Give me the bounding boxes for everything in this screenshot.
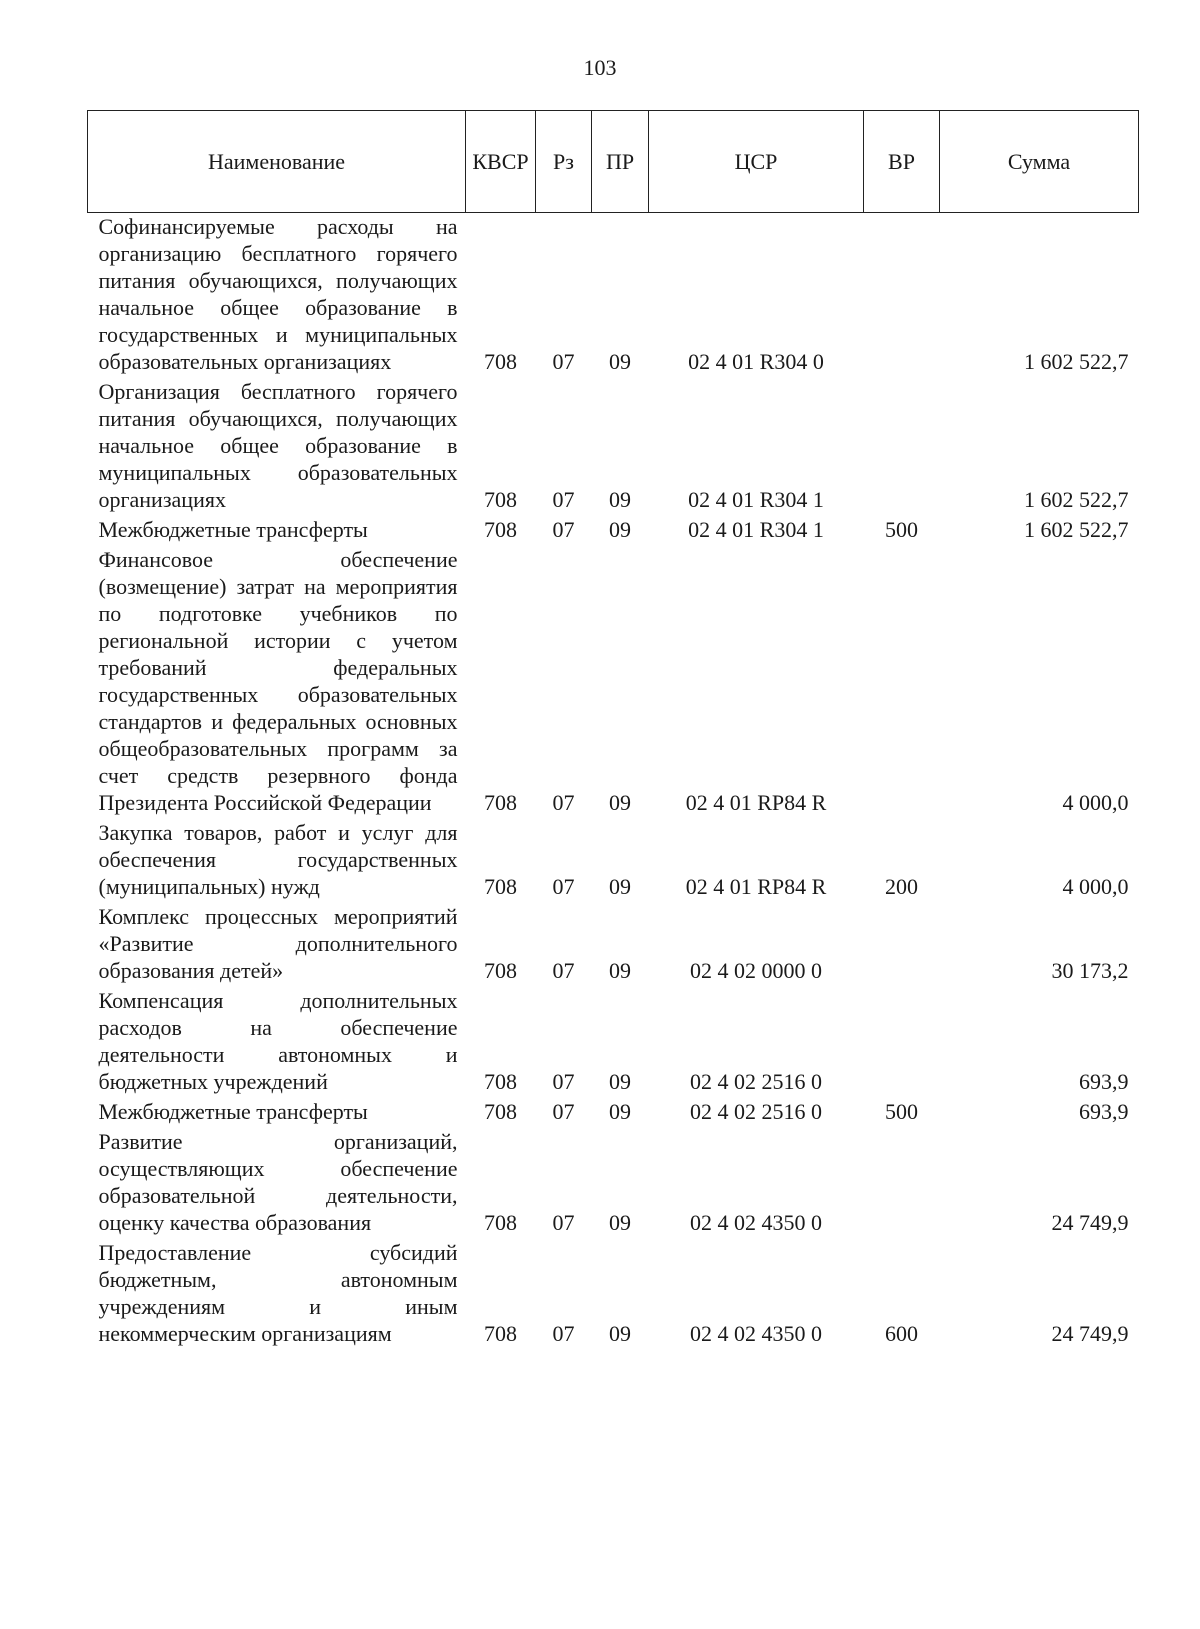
table-row [88,378,1139,516]
row-vr [864,213,940,379]
row-pr: 09 [609,349,631,374]
row-name: Организация бесплатного горячего питания обучающихся, получающих начальное общее образование в муниципальных образовательных организациях [98,379,458,512]
row-vr [864,546,940,819]
row-sum: 1 602 522,7 [1024,487,1129,512]
table-row [88,987,1139,1098]
row-kvsr: 708 [484,517,517,542]
row-pr: 09 [609,874,631,899]
row-pr: 09 [609,1099,631,1124]
row-vr: 200 [885,874,918,899]
row-sum: 693,9 [1079,1069,1129,1094]
row-sum: 4 000,0 [1062,874,1129,899]
row-name: Софинансируемые расходы на организацию бесплатного горячего питания обучающихся, получающих начальное общее образование в государственных и муниципальных образовательных организациях [98,214,458,374]
table-row [88,903,1139,987]
header-sum: Сумма [940,111,1139,213]
row-sum: 24 749,9 [1051,1210,1129,1235]
header-name: Наименование [88,111,466,213]
row-rz: 07 [552,1069,575,1094]
row-csr: 02 4 01 R304 1 [688,487,824,512]
header-vr: ВР [864,111,940,213]
row-kvsr: 708 [484,874,517,899]
row-csr: 02 4 01 RP84 R [685,790,827,815]
row-sum: 1 602 522,7 [1024,517,1129,542]
row-kvsr: 708 [484,1210,517,1235]
row-rz: 07 [552,517,575,542]
row-name: Развитие организаций, осуществляющих обеспечение образовательной деятельности, оценку качества образования [98,1129,458,1235]
row-pr: 09 [609,487,631,512]
row-name: Предоставление субсидий бюджетным, автономным учреждениям и иным некоммерческим организациям [98,1240,458,1346]
row-csr: 02 4 02 0000 0 [690,958,822,983]
row-sum: 24 749,9 [1051,1321,1129,1346]
row-csr: 02 4 01 R304 1 [688,517,824,542]
row-pr: 09 [609,1210,631,1235]
row-kvsr: 708 [484,1069,517,1094]
table-row [88,819,1139,903]
row-kvsr: 708 [484,349,517,374]
row-name: Межбюджетные трансферты [98,517,368,542]
table-row [88,516,1139,546]
table-header [88,111,1139,213]
table-row [88,1098,1139,1128]
row-name: Закупка товаров, работ и услуг для обеспечения государственных (муниципальных) нужд [98,820,458,899]
row-vr [864,1128,940,1239]
row-kvsr: 708 [484,790,517,815]
row-pr: 09 [609,517,631,542]
row-sum: 1 602 522,7 [1024,349,1129,374]
header-pr: ПР [592,111,649,213]
row-rz: 07 [552,874,575,899]
row-csr: 02 4 02 2516 0 [690,1099,822,1124]
page-number: 103 [583,55,617,80]
row-vr: 500 [885,1099,918,1124]
row-kvsr: 708 [484,958,517,983]
header-row [88,111,1139,213]
row-vr [864,903,940,987]
row-rz: 07 [552,958,575,983]
row-rz: 07 [552,790,575,815]
row-pr: 09 [609,1069,631,1094]
row-pr: 09 [609,1321,631,1346]
row-sum: 693,9 [1079,1099,1129,1124]
table-row [88,546,1139,819]
row-rz: 07 [552,487,575,512]
row-pr: 09 [609,958,631,983]
row-csr: 02 4 01 RP84 R [685,874,827,899]
header-kvsr: КВСР [466,111,536,213]
row-csr: 02 4 02 2516 0 [690,1069,822,1094]
row-vr [864,987,940,1098]
row-sum: 4 000,0 [1062,790,1129,815]
row-name: Межбюджетные трансферты [98,1099,368,1124]
row-vr: 500 [885,517,918,542]
row-rz: 07 [552,1099,575,1124]
row-rz: 07 [552,1321,575,1346]
table-row [88,1128,1139,1239]
row-name: Финансовое обеспечение (возмещение) затрат на мероприятия по подготовке учебников по региональной истории с учетом требований федеральных государственных образовательных стандартов и федеральных основных общеобразовательных программ за счет средств резервного фонда Президента Российской Федерации [98,547,458,815]
row-name: Компенсация дополнительных расходов на обеспечение деятельности автономных и бюджетных учреждений [98,988,458,1094]
row-rz: 07 [552,349,575,374]
row-csr: 02 4 01 R304 0 [688,349,824,374]
row-csr: 02 4 02 4350 0 [690,1321,822,1346]
row-pr: 09 [609,790,631,815]
row-name: Комплекс процессных мероприятий «Развитие дополнительного образования детей» [98,904,458,983]
row-kvsr: 708 [484,1321,517,1346]
row-sum: 30 173,2 [1051,958,1129,983]
row-rz: 07 [552,1210,575,1235]
table-row [88,1239,1139,1350]
row-vr [864,378,940,516]
table-row [88,213,1139,379]
row-kvsr: 708 [484,1099,517,1124]
table-body [88,213,1139,1351]
budget-table [87,110,1139,1350]
row-kvsr: 708 [484,487,517,512]
header-rz: Рз [536,111,592,213]
row-csr: 02 4 02 4350 0 [690,1210,822,1235]
header-csr: ЦСР [649,111,864,213]
row-vr: 600 [885,1321,918,1346]
